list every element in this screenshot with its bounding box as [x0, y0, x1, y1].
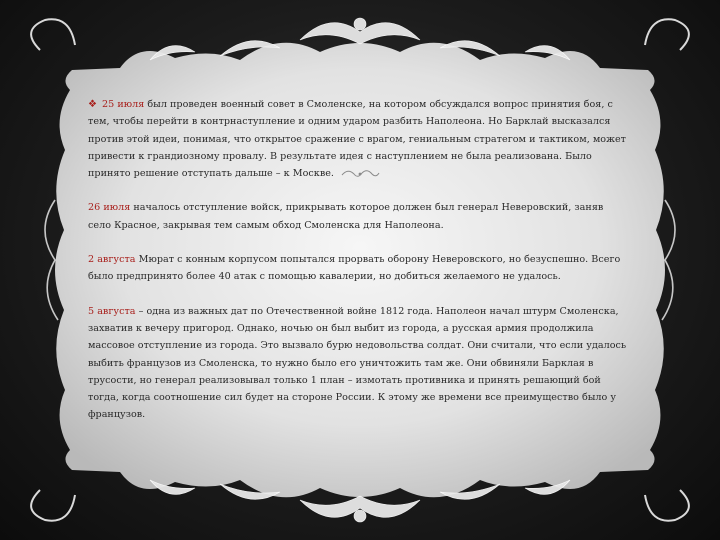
paragraph-text: – одна из важных дат по Отечественной войне 1812 года. Наполеон начал штурм Смоленска, захватив к вечеру пригород. Однако, ночью он был выбит из города, а русская армия продолжила массовое отступление из города. Это вызвало бурю недовольства солдат. Они считали, что если удалось выбить французов из Смоленска, то нужно было его уничтожить там же. Они обвиняли Барклая в трусости, но генерал реализовывал только 1 план – измотать противника и принять решающий бой тогда, когда соотношение сил будет на стороне России. К этому же времени все преимущество было у французов.	[88, 305, 627, 421]
paragraph-1	[88, 96, 628, 182]
slide-content	[88, 96, 628, 456]
paragraph-text: Мюрат с конным корпусом попытался прорвать оборону Неверовского, но безуспешно. Всего было предпринято более 40 атак с помощью кавалерии, но добиться желаемого не удалось.	[88, 254, 621, 283]
flourish-icon	[340, 167, 380, 181]
date-label: 25 июля	[102, 99, 145, 110]
paragraph-3	[88, 251, 628, 286]
paragraph-text: началось отступление войск, прикрывать которое должен был генерал Неверовский, заняв село Красное, закрывая тем самым обход Смоленска для Наполеона.	[88, 202, 604, 231]
paragraph-4	[88, 303, 628, 424]
date-label: 26 июля	[88, 202, 131, 214]
diamond-bullet-icon: ❖	[88, 99, 97, 110]
paragraph-2	[88, 199, 628, 234]
date-label: 5 августа	[88, 305, 136, 317]
date-label: 2 августа	[88, 254, 136, 266]
paragraph-text: был проведен военный совет в Смоленске, на котором обсуждался вопрос принятия боя, с тем, чтобы перейти в контрнаступление и одним ударом разбить Наполеона. Но Барклай высказался против этой идеи, понимая, что открытое сражение с врагом, гениальным стратегом и тактиком, может привести к грандиозному провалу. В результате идея с наступлением не была реализована. Было принято решение отступать дальше – к Москве.	[88, 99, 626, 180]
